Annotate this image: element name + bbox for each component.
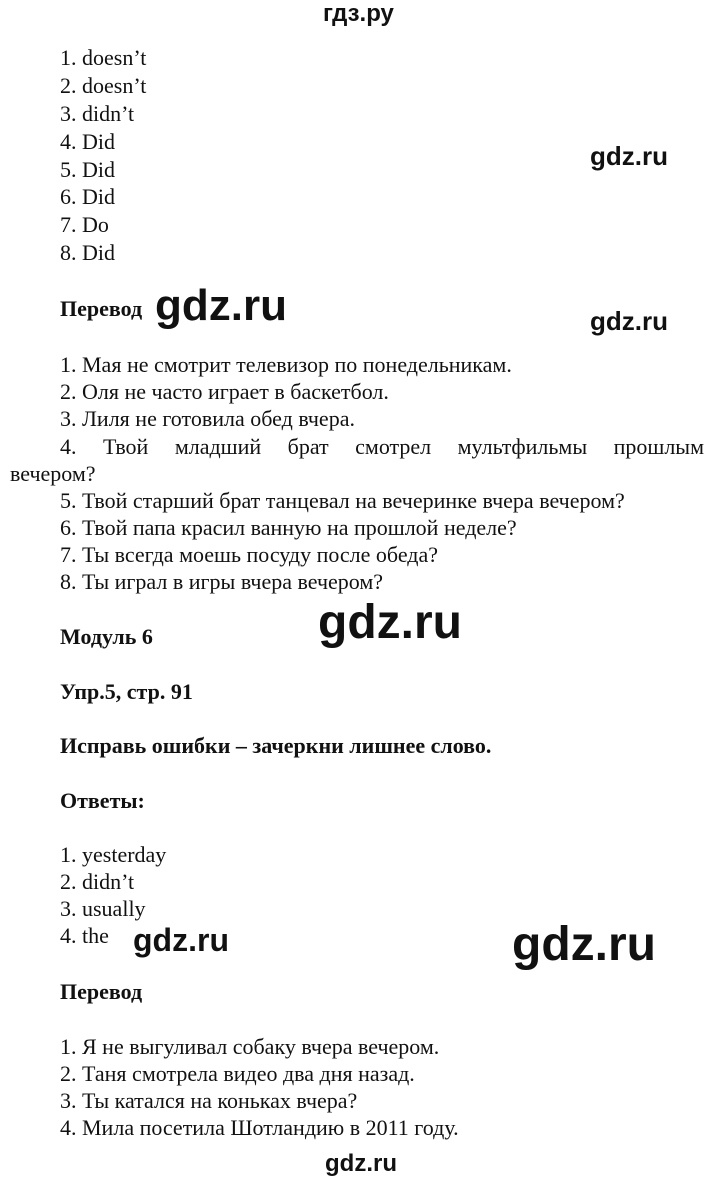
watermark: gdz.ru (590, 141, 668, 171)
list-item: вечером? (10, 461, 96, 486)
list-item: 7. Do (60, 212, 109, 237)
list-item: 8. Ты играл в игры вчера вечером? (60, 569, 384, 594)
list-item: 2. doesn’t (60, 73, 147, 98)
watermark-bottom: gdz.ru (325, 1150, 397, 1177)
list-item: 4. Did (60, 129, 115, 154)
list-item: 5. Твой старший брат танцевал на вечеринке вчера вечером? (60, 488, 625, 513)
list-item: 7. Ты всегда моешь посуду после обеда? (60, 542, 439, 567)
watermark: gdz.ru (512, 918, 656, 971)
list-item: 3. Лиля не готовила обед вчера. (60, 406, 355, 431)
list-item: 1. Мая не смотрит телевизор по понедельникам. (60, 352, 512, 377)
module-heading: Модуль 6 (60, 624, 153, 649)
list-item: 1. Я не выгуливал собаку вчера вечером. (60, 1034, 440, 1059)
exercise-heading: Упр.5, стр. 91 (60, 679, 193, 704)
watermark: gdz.ru (590, 306, 668, 336)
answers-heading: Ответы: (60, 788, 145, 813)
list-item: 5. Did (60, 157, 115, 182)
list-item: 8. Did (60, 240, 115, 265)
list-item: 2. Таня смотрела видео два дня назад. (60, 1061, 415, 1086)
list-item: 6. Твой папа красил ванную на прошлой неделе? (60, 515, 517, 540)
list-item: 2. didn’t (60, 869, 135, 894)
list-item: 4. Мила посетила Шотландию в 2011 году. (60, 1115, 459, 1140)
task-heading: Исправь ошибки – зачеркни лишнее слово. (60, 733, 492, 758)
list-item: 2. Оля не часто играет в баскетбол. (60, 379, 389, 404)
section-heading: Перевод (60, 979, 143, 1004)
list-item: 4. the (60, 923, 109, 948)
watermark: gdz.ru (318, 596, 462, 649)
list-item: 1. doesn’t (60, 45, 147, 70)
list-item: 3. usually (60, 896, 146, 921)
list-item: 4. Твой младший брат смотрел мультфильмы прошлым (60, 434, 704, 459)
list-item: 3. Ты катался на коньках вчера? (60, 1088, 358, 1113)
list-item: 3. didn’t (60, 101, 135, 126)
list-item: 1. yesterday (60, 842, 167, 867)
watermark-top: гдз.ру (323, 0, 394, 27)
watermark: gdz.ru (155, 281, 287, 330)
watermark: gdz.ru (133, 922, 229, 958)
list-item: 6. Did (60, 184, 115, 209)
section-heading: Перевод (60, 296, 143, 321)
